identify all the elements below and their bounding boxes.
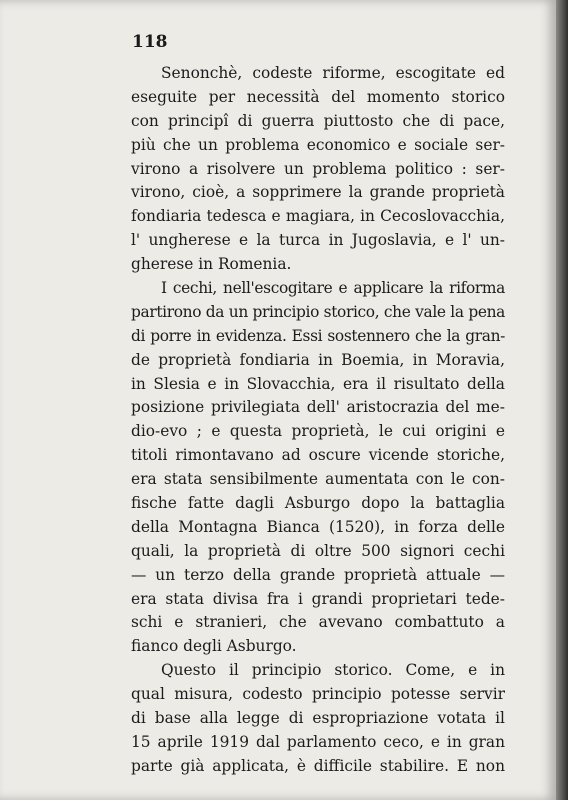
- text-line: più che un problema economico e sociale ser-: [131, 135, 505, 154]
- text-line: qual misura, codesto principio potesse servir: [131, 685, 505, 704]
- text-line: fondiaria tedesca e magiara, in Cecoslovacchia,: [131, 207, 505, 226]
- text-line: 15 aprile 1919 dal parlamento ceco, e in gran: [131, 732, 505, 751]
- text-line: con principî di guerra piuttosto che di pace,: [131, 111, 505, 130]
- page-number: 118: [132, 32, 168, 52]
- text-line: l' ungherese e la turca in Jugoslavia, e l' un-: [131, 231, 505, 250]
- text-line: — un terzo della grande proprietà attuale —: [131, 565, 505, 584]
- text-line: eseguite per necessità del momento storico: [131, 87, 505, 106]
- text-line: posizione privilegiata dell' aristocrazia del me-: [131, 398, 505, 417]
- text-line: virono, cioè, a sopprimere la grande proprietà: [131, 183, 505, 202]
- paragraph: [131, 62, 505, 277]
- text-line: di porre in evidenza. Essi sostennero che la gran-: [131, 326, 505, 345]
- text-line: parte già applicata, è difficile stabilire. E non: [131, 756, 505, 775]
- text-line: virono a risolvere un problema politico : ser-: [131, 159, 505, 178]
- text-line: fische fatte dagli Asburgo dopo la battaglia: [131, 494, 505, 513]
- text-line: era stata sensibilmente aumentata con le con-: [131, 470, 505, 489]
- text-line: I cechi, nell'escogitare e applicare la riforma: [161, 279, 505, 298]
- text-line: Senonchè, codeste riforme, escogitate ed: [161, 64, 505, 82]
- body-text: [131, 62, 505, 779]
- text-line: fianco degli Asburgo.: [131, 637, 297, 656]
- text-line: quali, la proprietà di oltre 500 signori cechi: [131, 541, 505, 560]
- text-line: della Montagna Bianca (1520), in forza delle: [131, 517, 505, 536]
- text-line: in Slesia e in Slovacchia, era il risultato della: [131, 374, 505, 393]
- paragraph: [131, 277, 505, 659]
- text-line: dio-evo ; e questa proprietà, le cui origini e: [131, 422, 505, 441]
- text-line: era stata divisa fra i grandi proprietari tede-: [131, 589, 505, 608]
- text-line: gherese in Romenia.: [131, 255, 292, 274]
- page-edge-shadow: [556, 0, 568, 800]
- text-line: Questo il principio storico. Come, e in: [161, 661, 505, 680]
- text-line: titoli rimontavano ad oscure vicende storiche,: [131, 446, 505, 465]
- text-line: partirono da un principio storico, che vale la pena: [131, 302, 505, 321]
- text-line: di base alla legge di espropriazione votata il: [131, 709, 505, 728]
- paragraph: [131, 659, 505, 778]
- text-line: schi e stranieri, che avevano combattuto a: [131, 613, 505, 632]
- text-line: de proprietà fondiaria in Boemia, in Moravia,: [131, 350, 505, 369]
